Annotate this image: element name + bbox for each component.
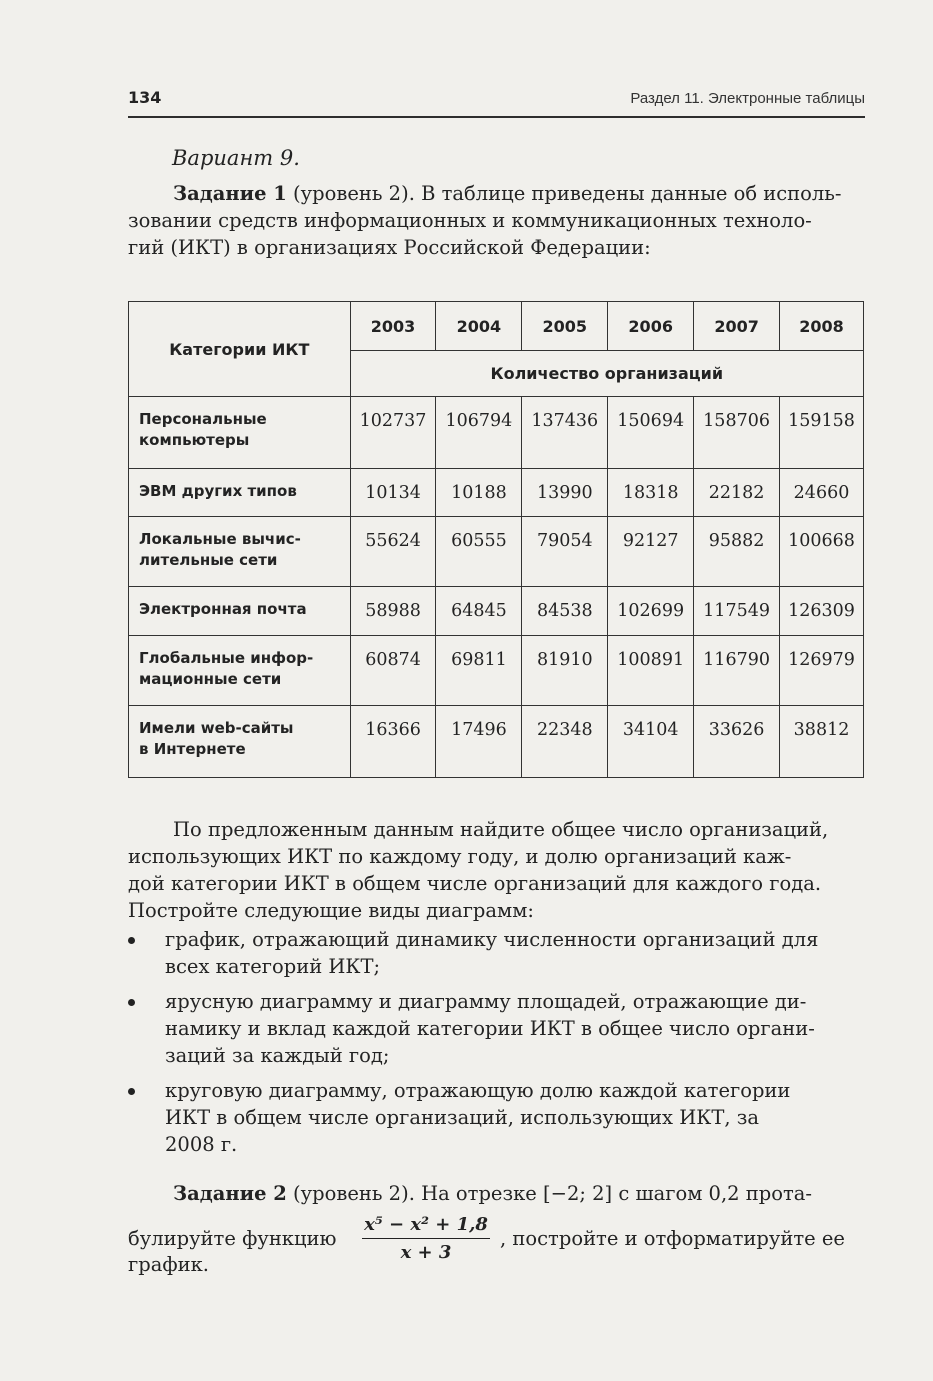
value-cell: 106794 [436,397,522,469]
task2-line-3: график. [128,1253,209,1276]
bullet-icon [128,1088,135,1095]
category-cell: Локальные вычис- лительные сети [129,517,351,587]
page-number: 134 [128,88,162,107]
value-cell: 60555 [436,517,522,587]
page-header [128,86,865,118]
task2-label: Задание 2 [173,1182,287,1205]
year-header: 2007 [694,302,780,351]
instructions-line: По предложенным данным найдите общее число организаций, [173,818,829,841]
value-cell: 22348 [522,706,608,778]
value-cell: 137436 [522,397,608,469]
value-cell: 55624 [350,517,436,587]
instructions-line: Постройте следующие виды диаграмм: [128,899,534,922]
task1-paragraph [128,180,865,261]
category-cell: Электронная почта [129,587,351,636]
formula-denominator: x + 3 [400,1242,452,1263]
value-cell: 84538 [522,587,608,636]
variant-heading: Вариант 9. [172,146,300,170]
year-header: 2004 [436,302,522,351]
value-cell: 10188 [436,469,522,517]
formula-numerator: x⁵ − x² + 1,8 [364,1214,488,1235]
value-cell: 95882 [694,517,780,587]
value-cell: 102737 [350,397,436,469]
value-cell: 17496 [436,706,522,778]
value-cell: 10134 [350,469,436,517]
value-cell: 159158 [780,397,864,469]
value-cell: 100891 [608,636,694,706]
year-header: 2006 [608,302,694,351]
category-cell: Персональные компьютеры [129,397,351,469]
ict-table [128,301,864,778]
section-title: Раздел 11. Электронные таблицы [630,90,865,107]
value-cell: 116790 [694,636,780,706]
value-cell: 13990 [522,469,608,517]
value-cell: 158706 [694,397,780,469]
table-header-row [129,302,864,351]
bullet-icon [128,937,135,944]
instructions-line: использующих ИКТ по каждому году, и долю организаций каж- [128,845,792,868]
task2-line-1: Задание 2 (уровень 2). На отрезке [−2; 2] с шагом 0,2 прота- [173,1182,812,1205]
value-cell: 126979 [780,636,864,706]
value-cell: 18318 [608,469,694,517]
task2-text-after: , постройте и отформатируйте ее [500,1227,845,1250]
table-row [129,636,864,706]
count-subheader: Количество организаций [350,351,863,397]
value-cell: 117549 [694,587,780,636]
value-cell: 24660 [780,469,864,517]
list-item: ярусную диаграмму и диаграмму площадей, отражающие ди- намику и вклад каждой категории ИКТ в общее число органи- заций за каждый год; [128,988,865,1069]
task1-line-3: гий (ИКТ) в организациях Российской Федерации: [128,236,651,259]
value-cell: 34104 [608,706,694,778]
value-cell: 38812 [780,706,864,778]
task1-line-1: Задание 1 (уровень 2). В таблице приведены данные об исполь- [173,182,842,205]
list-item: круговую диаграмму, отражающую долю каждой категории ИКТ в общем числе организаций, использующих ИКТ, за 2008 г. [128,1077,865,1158]
table-row [129,587,864,636]
value-cell: 81910 [522,636,608,706]
instructions-paragraph [128,816,865,924]
value-cell: 100668 [780,517,864,587]
chart-types-list [128,926,865,1158]
value-cell: 22182 [694,469,780,517]
table-row [129,517,864,587]
table-row [129,469,864,517]
table-row [129,706,864,778]
value-cell: 126309 [780,587,864,636]
value-cell: 102699 [608,587,694,636]
value-cell: 79054 [522,517,608,587]
bullet-icon [128,999,135,1006]
value-cell: 92127 [608,517,694,587]
value-cell: 33626 [694,706,780,778]
value-cell: 58988 [350,587,436,636]
task1-line-2: зовании средств информационных и коммуникационных техноло- [128,209,812,232]
list-item: график, отражающий динамику численности организаций для всех категорий ИКТ; [128,926,865,980]
category-cell: Имели web-сайты в Интернете [129,706,351,778]
value-cell: 64845 [436,587,522,636]
task2-text-before: булируйте функцию [128,1227,337,1250]
table-row [129,397,864,469]
category-header: Категории ИКТ [129,302,351,397]
year-header: 2005 [522,302,608,351]
instructions-line: дой категории ИКТ в общем числе организаций для каждого года. [128,872,822,895]
year-header: 2008 [780,302,864,351]
year-header: 2003 [350,302,436,351]
value-cell: 69811 [436,636,522,706]
value-cell: 150694 [608,397,694,469]
category-cell: ЭВМ других типов [129,469,351,517]
value-cell: 16366 [350,706,436,778]
task1-label: Задание 1 [173,182,287,205]
value-cell: 60874 [350,636,436,706]
category-cell: Глобальные инфор- мационные сети [129,636,351,706]
